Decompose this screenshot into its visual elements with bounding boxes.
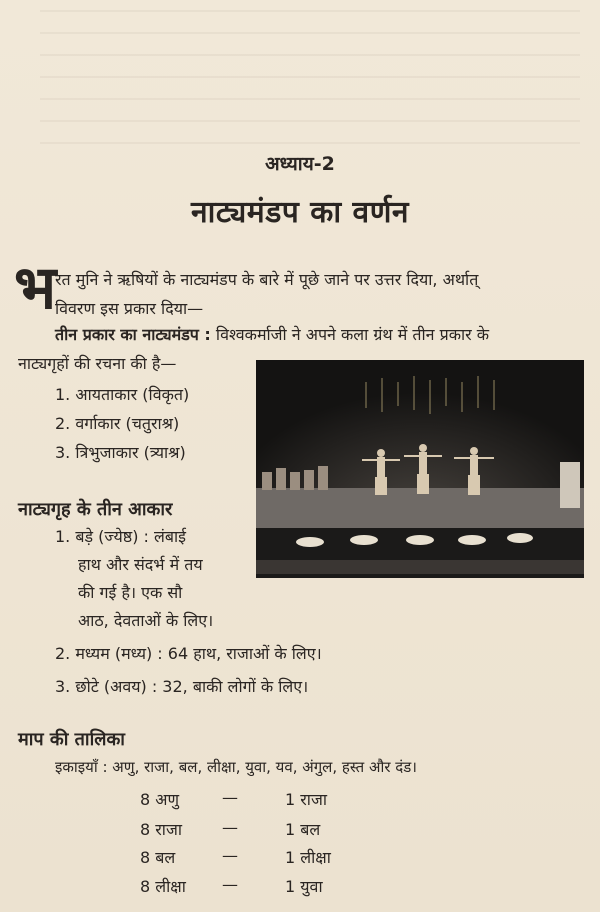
- measure-row-2-left: 8 राजा: [140, 820, 182, 839]
- measure-row-2-dash: —: [222, 818, 238, 837]
- type-item-2: 2. वर्गाकार (चतुराश्र): [55, 414, 180, 433]
- measure-row-2-right: 1 बल: [285, 820, 321, 839]
- type-item-1: 1. आयताकार (विकृत): [55, 385, 190, 404]
- intro-line-1: रत मुनि ने ऋषियों के नाट्यमंडप के बारे में पूछे जाने पर उत्तर दिया, अर्थात्: [55, 270, 479, 289]
- measure-row-3-left: 8 बल: [140, 848, 176, 867]
- measure-row-4-left: 8 लीक्षा: [140, 877, 186, 896]
- size-item-1-line-1: 1. बड़े (ज्येष्ठ) : लंबाई: [55, 527, 187, 546]
- types-text-2: नाट्यगृहों की रचना की है—: [18, 354, 177, 373]
- measure-row-1-dash: —: [222, 788, 238, 807]
- measure-row-3-dash: —: [222, 846, 238, 865]
- bleed-through-text: [40, 10, 580, 150]
- dance-performance-photo: [256, 360, 584, 578]
- measure-row-1-right: 1 राजा: [285, 790, 327, 809]
- size-item-3: 3. छोटे (अवय) : 32, बाकी लोगों के लिए।: [55, 677, 309, 696]
- intro-line-2: विवरण इस प्रकार दिया—: [55, 299, 204, 318]
- measure-row-3-right: 1 लीक्षा: [285, 848, 331, 867]
- size-item-1-line-3: की गई है। एक सौ: [78, 583, 183, 602]
- page-title: नाट्यमंडप का वर्णन: [190, 195, 410, 230]
- units-line: इकाइयाँ : अणु, राजा, बल, लीक्षा, युवा, यव, अंगुल, हस्त और दंड।: [55, 758, 417, 776]
- size-item-1-line-2: हाथ और संदर्भ में तय: [78, 555, 203, 574]
- measure-row-1-left: 8 अणु: [140, 790, 180, 809]
- stage-photo-drawing: [256, 360, 584, 578]
- chapter-label: अध्याय-2: [265, 153, 335, 175]
- types-heading: तीन प्रकार का नाट्यमंडप :: [55, 325, 211, 344]
- size-item-1-line-4: आठ, देवताओं के लिए।: [78, 611, 214, 630]
- measures-heading: माप की तालिका: [18, 729, 125, 750]
- sizes-heading: नाट्यगृह के तीन आकार: [18, 499, 173, 520]
- types-text-1: विश्वकर्माजी ने अपने कला ग्रंथ में तीन प्रकार के: [215, 325, 490, 344]
- measure-row-4-dash: —: [222, 875, 238, 894]
- drop-cap: भ: [14, 253, 57, 323]
- types-paragraph: [55, 323, 489, 345]
- measure-row-4-right: 1 युवा: [285, 877, 323, 896]
- size-item-2: 2. मध्यम (मध्य) : 64 हाथ, राजाओं के लिए।: [55, 644, 322, 663]
- type-item-3: 3. त्रिभुजाकार (त्र्याश्र): [55, 443, 186, 462]
